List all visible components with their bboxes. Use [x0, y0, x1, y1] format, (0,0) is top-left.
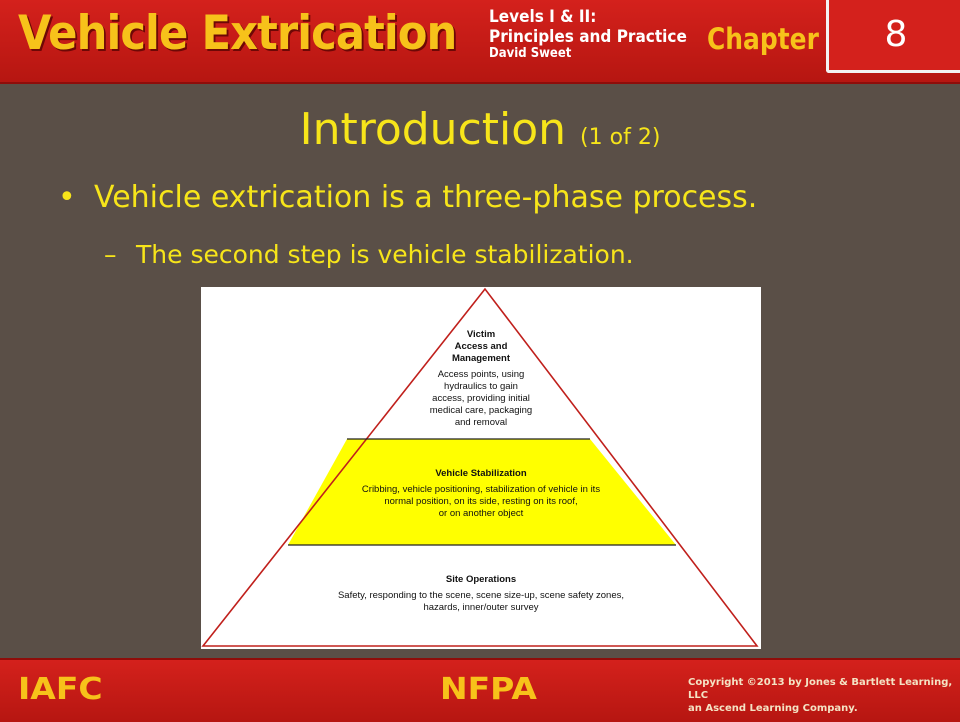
header-band — [0, 0, 960, 84]
series-title: Vehicle Extrication — [18, 6, 457, 61]
chapter-label: Chapter — [707, 22, 819, 56]
tier-top-body-1: Access points, using — [437, 369, 525, 380]
copyright-line-1: Copyright ©2013 by Jones & Bartlett Learning, LLC — [688, 677, 953, 701]
tier-top-body-2: hydraulics to gain — [444, 381, 518, 392]
pyramid-diagram — [201, 287, 761, 649]
tier-top-heading-1: Victim — [466, 329, 496, 340]
tier-bottom-body-1: Safety, responding to the scene, scene size-up, scene safety zones, — [337, 590, 625, 601]
tier-bottom-label — [261, 574, 701, 614]
book-info — [489, 8, 687, 62]
author-name: David Sweet — [489, 46, 572, 62]
copyright-notice — [688, 676, 960, 715]
tier-top-heading-2: Access and — [454, 341, 508, 352]
book-subtitle: Principles and Practice — [489, 26, 687, 47]
bullet-level-1 — [58, 180, 757, 215]
slide-title — [0, 104, 960, 155]
chapter-number: 8 — [826, 0, 960, 73]
tier-middle-label — [301, 468, 661, 520]
tier-top-label — [391, 329, 571, 429]
tier-top-body-5: and removal — [454, 417, 508, 428]
tier-bottom-body-2: hazards, inner/outer survey — [423, 602, 539, 613]
bullet-text: Vehicle extrication is a three-phase process. — [94, 180, 758, 215]
tier-bottom-heading: Site Operations — [445, 574, 517, 585]
slide-title-text: Introduction — [299, 104, 567, 155]
tier-middle-body-1: Cribbing, vehicle positioning, stabilization of vehicle in its — [361, 484, 601, 495]
footer-band — [0, 658, 960, 722]
dash-marker: – — [104, 240, 117, 269]
nfpa-logo: NFPA — [440, 672, 537, 707]
sub-bullet-text: The second step is vehicle stabilization. — [136, 240, 634, 269]
tier-middle-heading: Vehicle Stabilization — [435, 468, 527, 479]
tier-top-body-4: medical care, packaging — [429, 405, 533, 416]
tier-middle-body-3: or on another object — [438, 508, 524, 519]
iafc-logo: IAFC — [18, 672, 103, 707]
levels-label: Levels I & II: — [489, 7, 597, 27]
copyright-line-2: an Ascend Learning Company. — [688, 703, 858, 714]
bullet-marker: • — [58, 180, 76, 215]
tier-middle-body-2: normal position, on its side, resting on its roof, — [384, 496, 578, 507]
slide-title-suffix: (1 of 2) — [580, 125, 661, 150]
tier-top-heading-3: Management — [451, 353, 511, 364]
bullet-level-2 — [104, 240, 634, 269]
tier-top-body-3: access, providing initial — [432, 393, 530, 404]
